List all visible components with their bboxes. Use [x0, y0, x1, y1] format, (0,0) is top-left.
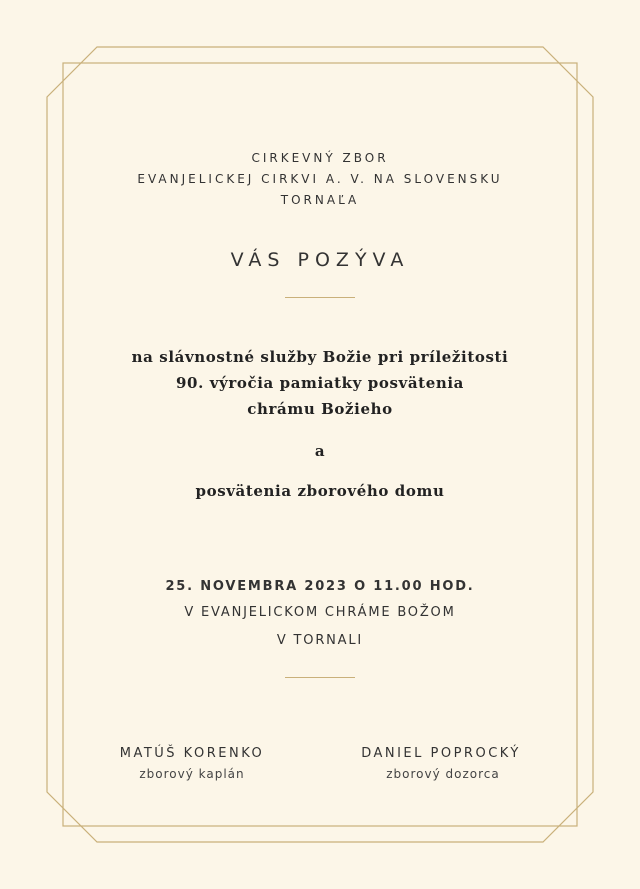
organization-line-2: EVANJELICKEJ CIRKVI A. V. NA SLOVENSKU [137, 172, 503, 186]
message-line-1: na slávnostné služby Božie pri príležitosti [131, 348, 509, 366]
divider-top [285, 297, 355, 298]
message-line-3: chrámu Božieho [247, 400, 393, 418]
signature-name-1: MATÚŠ KORENKO [119, 746, 265, 761]
divider-bottom [285, 677, 355, 678]
signature-role-1: zborový kaplán [139, 767, 245, 781]
message-conjunction: a [314, 442, 326, 460]
message-line-2: 90. výročia pamiatky posvätenia [176, 374, 464, 392]
organization-line-1: CIRKEVNÝ ZBOR [251, 151, 389, 165]
organization-line-3: TORNAĽA [280, 193, 360, 207]
message-line-4: posvätenia zborového domu [195, 482, 445, 500]
event-datetime: 25. NOVEMBRA 2023 O 11.00 HOD. [165, 579, 475, 594]
signature-role-2: zborový dozorca [386, 767, 500, 781]
organization-block [0, 148, 640, 211]
event-town: V TORNALI [276, 633, 364, 648]
message-block [0, 344, 640, 422]
signature-name-2: DANIEL POPROCKÝ [361, 746, 521, 761]
event-place: V EVANJELICKOM CHRÁME BOŽOM [184, 605, 456, 620]
headline: VÁS POZÝVA [230, 249, 410, 271]
